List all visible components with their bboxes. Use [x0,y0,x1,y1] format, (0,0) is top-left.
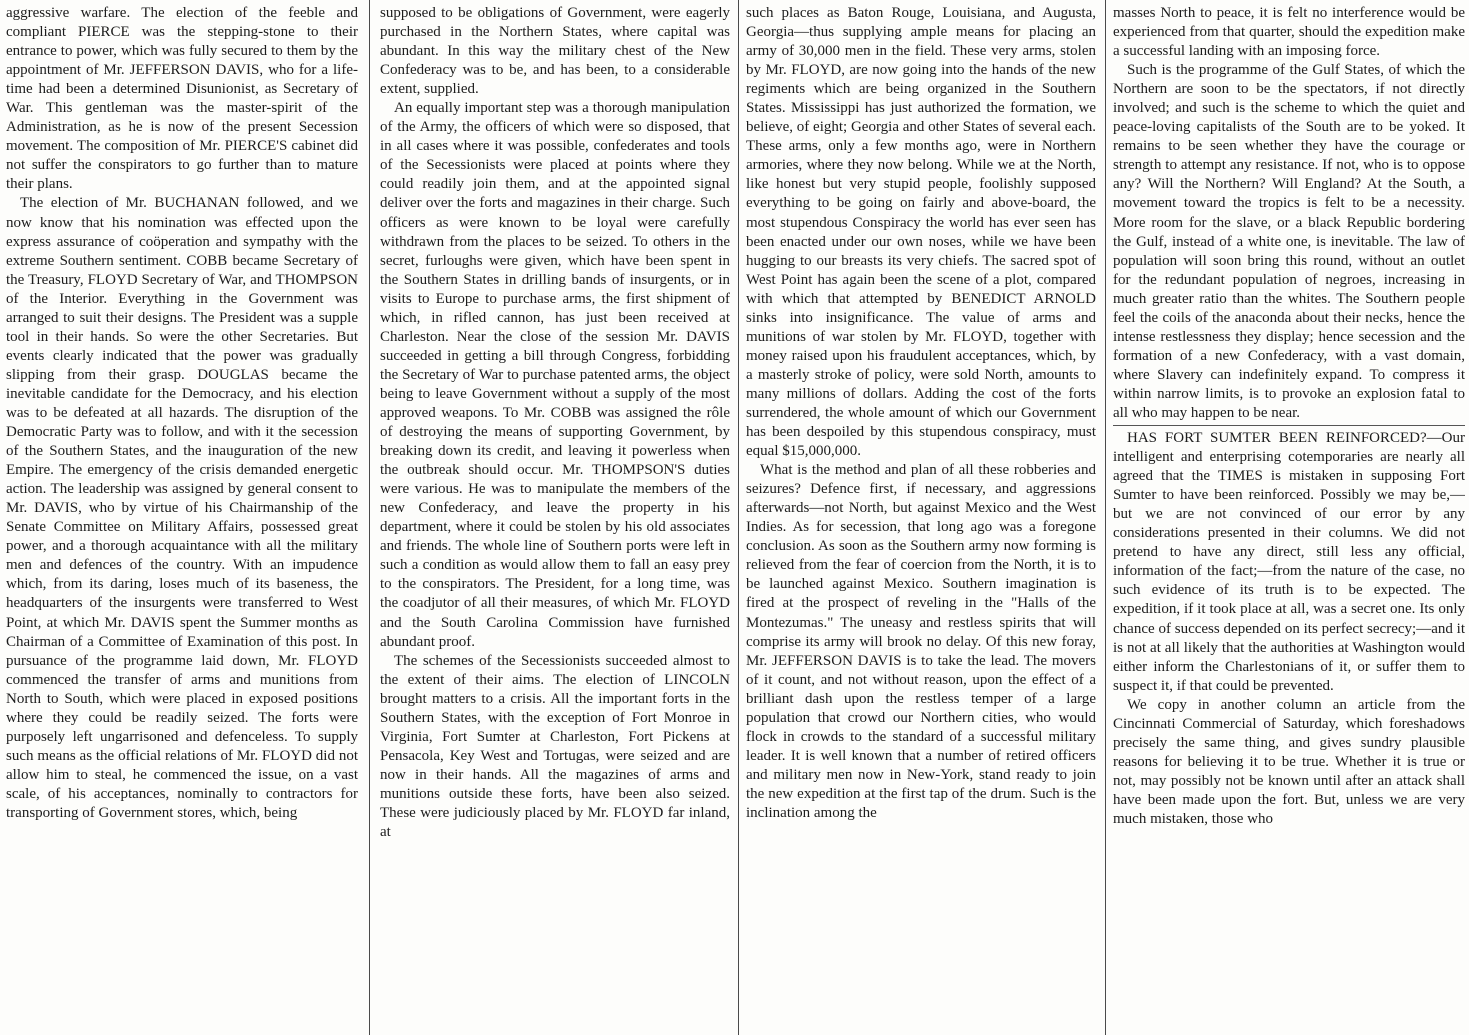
column-3 [746,4,1096,1032]
paragraph: masses North to peace, it is felt no interference would be experienced from that quarter, should the expedition make a successful landing with an imposing force. [1113,5,1465,60]
column-rule [1105,0,1106,1035]
paragraph: aggressive warfare. The election of the feeble and compliant PIERCE was the stepping-stone to their entrance to power, which was fully secured to them by the appointment of Mr. JEFFERSON DAVIS, who for a life-time had been a determined Disunionist, as Secretary of War. This gentleman was the master-spirit of the Administration, as he is now of the present Secession movement. The composition of Mr. PIERCE'S cabinet did not suffer the conspirators to go further than to mature their plans. [6,5,358,193]
column-2 [380,4,730,1032]
paragraph: What is the method and plan of all these robberies and seizures? Defence first, if necessary, and aggressions afterwards—not North, but against Mexico and the West Indies. As for secession, that long ago was a foregone conclusion. As soon as the Southern army now forming is relieved from the fear of coercion from the North, it is to be launched against Mexico. Southern imagination is fired at the prospect of reveling in the "Halls of the Montezumas." The uneasy and restless spirits that will comprise its army will brook no delay. Of this new foray, Mr. JEFFERSON DAVIS is to take the lead. The movers of it count, and not without reason, upon the effect of a brilliant dash upon the restless temper of a large population that crowd our Northern cities, who would flock in crowds to the standard of a successful military leader. It is well known that a number of retired officers and military men now in New-York, stand ready to join the new expedition at the first tap of the drum. Such is the inclination among the [746,462,1096,821]
paragraph: An equally important step was a thorough manipulation of the Army, the officers of which were so disposed, that in all cases where it was possible, confederates and tools of the Secessionists were placed at points where they could readily join them, and at the appointed signal deliver over the forts and magazines in their charge. Such officers as were known to be loyal were carefully withdrawn from the places to be seized. To others in the secret, furloughs were given, which have been spent in the Southern States in drilling bands of insurgents, or in visits to Europe to purchase arms, the first shipment of which, in rifled cannon, has just been received at Charleston. Near the close of the session Mr. DAVIS succeeded in getting a bill through Congress, forbidding the Secretary of War to purchase patented arms, the object being to leave Government without a supply of the most approved weapons. To Mr. COBB was assigned the rôle of destroying the means of supporting Government, by breaking down its credit, and leaving it powerless when the outbreak should occur. Mr. THOMPSON'S duties were various. He was to manipulate the members of the new Confederacy, and leave the property in his department, where it could be stolen by his old associates and friends. The whole line of Southern ports were left in such a condition as would allow them to fall an easy prey to the conspirators. The President, for a long time, was the coadjutor of all their measures, of which Mr. FLOYD and the South Carolina Commission have furnished abundant proof. [380,100,730,650]
article-divider [1113,425,1465,426]
paragraph: The election of Mr. BUCHANAN followed, and we now know that his nomination was effected upon the express assurance of coöperation and sympathy with the extreme Southern sentiment. COBB became Secretary of the Treasury, FLOYD Secretary of War, and THOMPSON of the Interior. Everything in the Government was arranged to suit their designs. The President was a supple tool in their hands. So were the other Secretaries. But events clearly indicated that the power was gradually slipping from their grasp. DOUGLAS became the inevitable candidate for the Democracy, and his election was to be defeated at all hazards. The disruption of the Democratic Party was to follow, and with it the secession of the Southern States, and the inauguration of the new Empire. The emergency of the crisis demanded energetic action. The leadership was assigned by general consent to Mr. DAVIS, who by virtue of his Chairmanship of the Senate Committee on Military Affairs, possessed great power, and a thorough acquaintance with all the military men and defences of the country. With an impudence which, from its daring, loses much of its baseness, the headquarters of the insurgents were transferred to West Point, at which Mr. DAVIS spent the Summer months as Chairman of a Committee of Examination of this post. In pursuance of the programme laid down, Mr. FLOYD commenced the transfer of arms and munitions from North to South, which were placed in exposed positions where they could be readily seized. The forts were purposely left ungarrisoned and defenceless. To supply such means as the official relations of Mr. FLOYD did not allow him to steal, he commenced the issue, on a vast scale, of his acceptances, nominally to contractors for transporting of Government stores, which, being [6,195,358,821]
paragraph: HAS FORT SUMTER BEEN REINFORCED?—Our intelligent and enterprising cotemporaries are nearly all agreed that the TIMES is mistaken in supposing Fort Sumter to have been reinforced. Possibly we may be,—but we are not convinced of our error by any considerations presented in their columns. We did not pretend to have any direct, still less any official, information of the fact;—from the nature of the case, no such evidence of its truth is to be expected. The expedition, if it took place at all, was a secret one. Its only chance of success depended on its perfect secrecy;—and it is not at all likely that the authorities at Washington would either inform the Charlestonians of it, or suffer them to suspect it, if that could be prevented. [1113,430,1465,694]
column-1 [6,4,358,1032]
paragraph: supposed to be obligations of Government, were eagerly purchased in the Northern States, where capital was abundant. In this way the military chest of the New Confederacy was to be, and has been, to a considerable extent, supplied. [380,5,730,98]
column-4 [1113,4,1465,1032]
paragraph: such places as Baton Rouge, Louisiana, and Augusta, Georgia—thus supplying ample means for placing an army of 30,000 men in the field. These very arms, stolen by Mr. FLOYD, are now going into the hands of the new regiments which are being organized in the Southern States. Mississippi has just authorized the formation, we believe, of eight; Georgia and other States of several each. These arms, only a few months ago, were in Northern armories, where they now belong. While we at the North, like honest but very stupid people, foolishly supposed everything to be going on fairly and above-board, the most stupendous Conspiracy the world has ever seen has been enacted under our own noses, while we have been hugging to our breasts its very chiefs. The sacred spot of West Point has again been the scene of a plot, compared with which that attempted by BENEDICT ARNOLD sinks into insignificance. The value of arms and munitions of war stolen by Mr. FLOYD, together with money raised upon his fraudulent acceptances, which, by a masterly stroke of policy, were sold North, amounts to many millions of dollars. Adding the cost of the forts surrendered, the whole amount of which our Government has been despoiled by this stupendous conspiracy, must equal $15,000,000. [746,5,1096,460]
paragraph: The schemes of the Secessionists succeeded almost to the extent of their aims. The election of LINCOLN brought matters to a crisis. All the important forts in the Southern States, with the exception of Fort Monroe in Virginia, Fort Sumter at Charleston, Fort Pickens at Pensacola, Key West and Tortugas, were seized and are now in their hands. All the magazines of arms and munitions outside these forts, have been also seized. These were judiciously placed by Mr. FLOYD far inland, at [380,652,730,841]
column-rule [369,0,370,1035]
paragraph: We copy in another column an article from the Cincinnati Commercial of Saturday, which foreshadows precisely the same thing, and gives sundry plausible reasons for believing it to be true. Whether it is true or not, may possibly not be known until after an attack shall have been made upon the fort. But, unless we are very much mistaken, those who [1113,696,1465,827]
paragraph: Such is the programme of the Gulf States, of which the Northern are soon to be the spectators, if not directly involved; and such is the scheme to which the quiet and peace-loving capitalists of the South are to be yoked. It remains to be seen whether they have the courage or strength to attempt any resistance. If not, who is to oppose any? Will the Northern? Will England? At the South, a movement toward the tropics is felt to be a necessity. More room for the slave, or a black Republic bordering the Gulf, instead of a white one, is inevitable. The law of population will soon bring this round, without an outlet for the redundant population of negroes, increasing in much greater ratio than the whites. The Southern people feel the coils of the anaconda about their necks, hence the intense restlessness they display; hence secession and the formation of a new Confederacy, with a vast domain, where Slavery can indefinitely expand. To compress it within narrow limits, is to provoke an explosion fatal to all who may happen to be near. [1113,62,1465,421]
column-rule [738,0,739,1035]
